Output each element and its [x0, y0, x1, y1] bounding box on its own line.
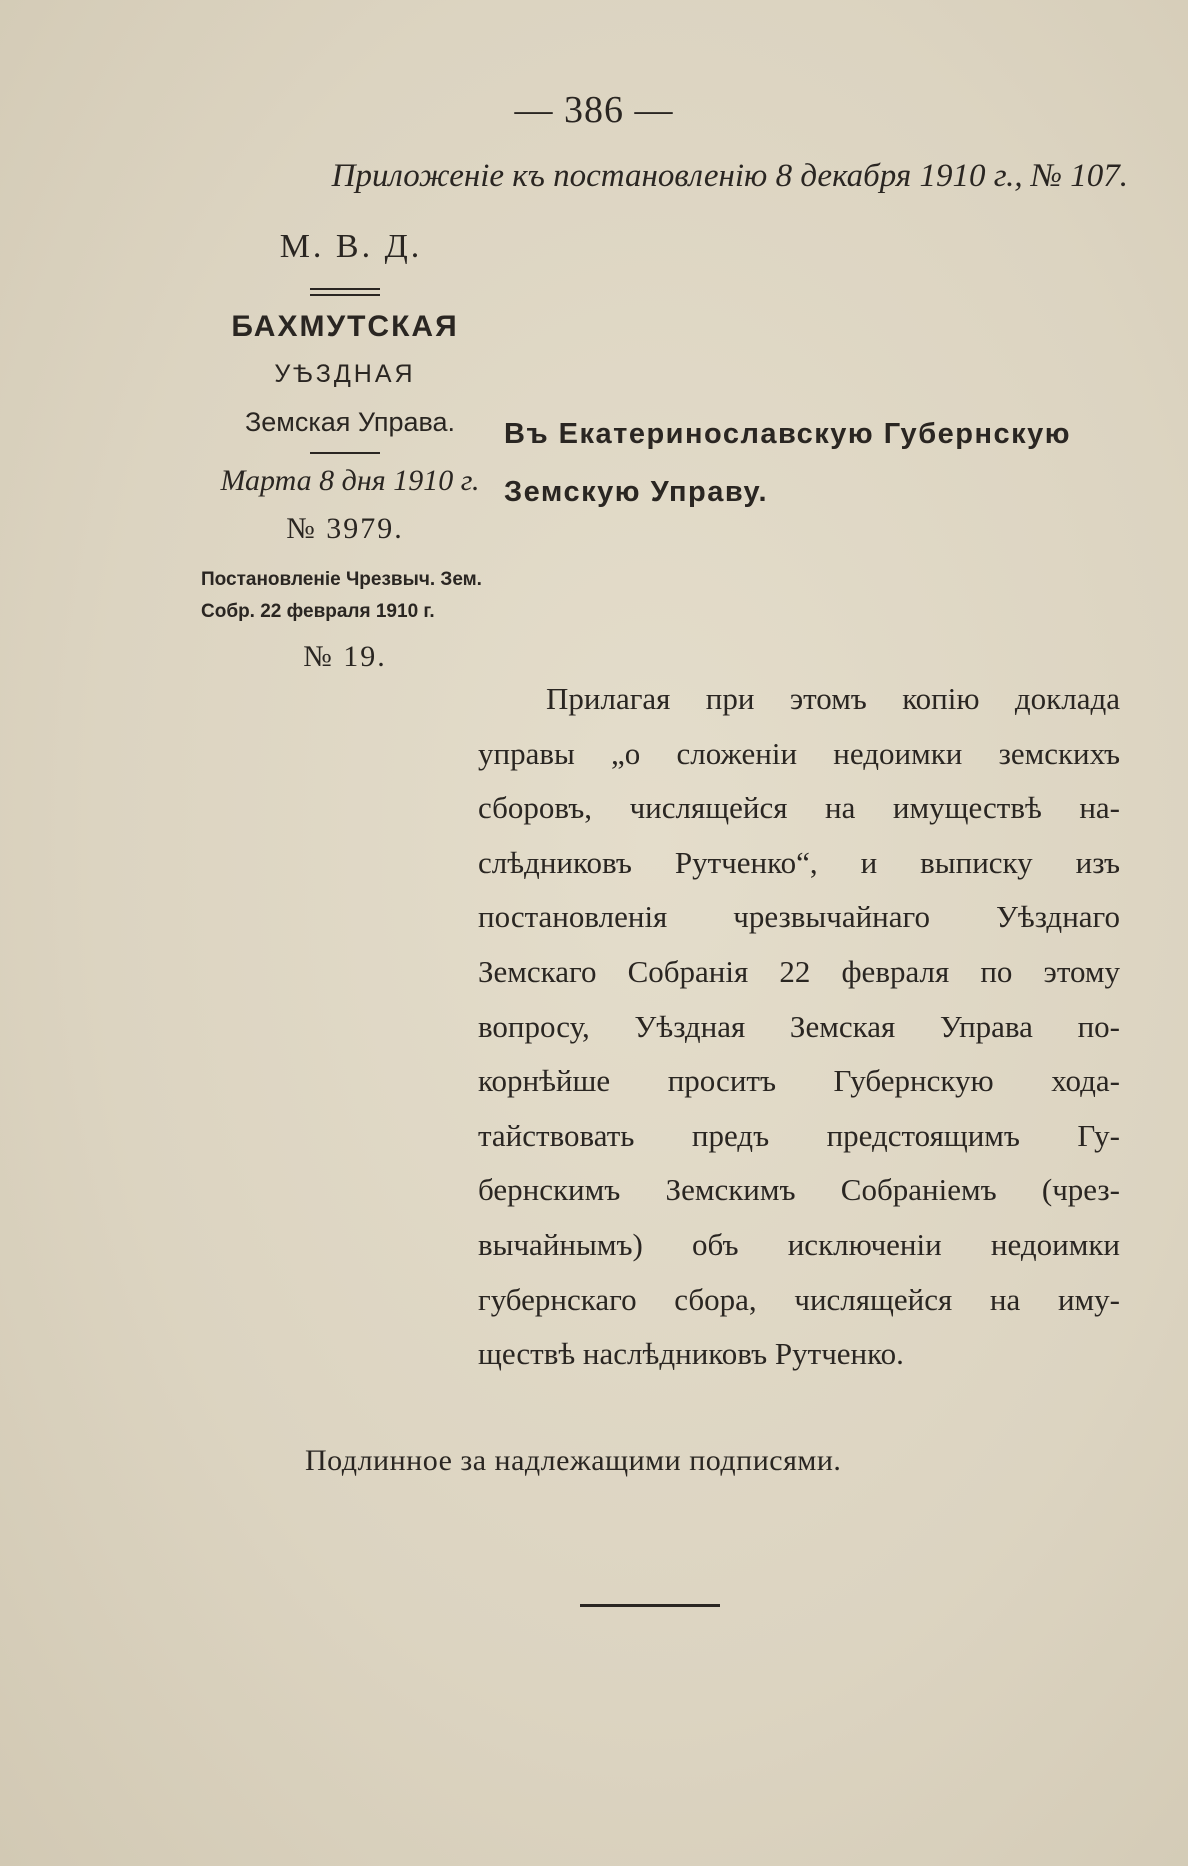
double-rule-divider — [310, 288, 380, 296]
letterhead — [195, 228, 495, 674]
resolution-line: Собр. 22 февраля 1910 г. — [201, 601, 435, 622]
resolution-reference — [201, 564, 495, 628]
letter-body — [478, 672, 1120, 1382]
body-line: ществѣ наслѣдниковъ Рутченко. — [478, 1336, 904, 1372]
body-line: Земскаго Собранія 22 февраля по этому — [478, 953, 1120, 989]
body-line: бернскимъ Земскимъ Собраніемъ (чрез- — [478, 1172, 1120, 1208]
appendix-note: Приложеніе къ постановленію 8 декабря 1910 г., № 107. — [331, 158, 1128, 194]
body-line: тайствовать предъ предстоящимъ Гу- — [478, 1117, 1120, 1153]
page-number: — 386 — — [514, 89, 674, 131]
body-line: губернскаго сбора, числящейся на иму- — [478, 1281, 1120, 1317]
resolution-line: Постановленіе Чрезвыч. Зем. — [201, 569, 482, 590]
body-line: слѣдниковъ Рутченко“, и выписку изъ — [478, 844, 1120, 880]
resolution-number: № 19. — [303, 640, 387, 673]
outgoing-number: № 3979. — [286, 512, 404, 545]
ministry-abbrev: М. В. Д. — [279, 228, 423, 265]
body-line: постановленія чрезвычайнаго Уѣзднаго — [478, 899, 1120, 935]
body-line: сборовъ, числящейся на имуществѣ на- — [478, 790, 1120, 826]
org-name: БАХМУТСКАЯ — [231, 310, 459, 343]
body-line: Прилагая при этомъ копію доклада — [546, 681, 1120, 716]
single-rule-divider — [310, 452, 380, 454]
end-rule-divider — [580, 1604, 720, 1607]
body-line: вопросу, Уѣздная Земская Управа по- — [478, 1008, 1120, 1044]
body-line: управы „о сложеніи недоимки земскихъ — [478, 735, 1120, 771]
addressee-line: Земскую Управу. — [504, 476, 769, 508]
addressee — [504, 405, 1124, 521]
body-line: вычайнымъ) объ исключеніи недоимки — [478, 1226, 1120, 1262]
org-subtitle: УѢЗДНАЯ — [274, 360, 416, 388]
org-department: Земская Управа. — [244, 407, 456, 437]
letter-date: Марта 8 дня 1910 г. — [220, 464, 480, 497]
addressee-line: Въ Екатеринославскую Губернскую — [504, 418, 1071, 450]
signature-note: Подлинное за надлежащими подписями. — [305, 1444, 842, 1477]
body-line: корнѣйше проситъ Губернскую хода- — [478, 1063, 1120, 1099]
